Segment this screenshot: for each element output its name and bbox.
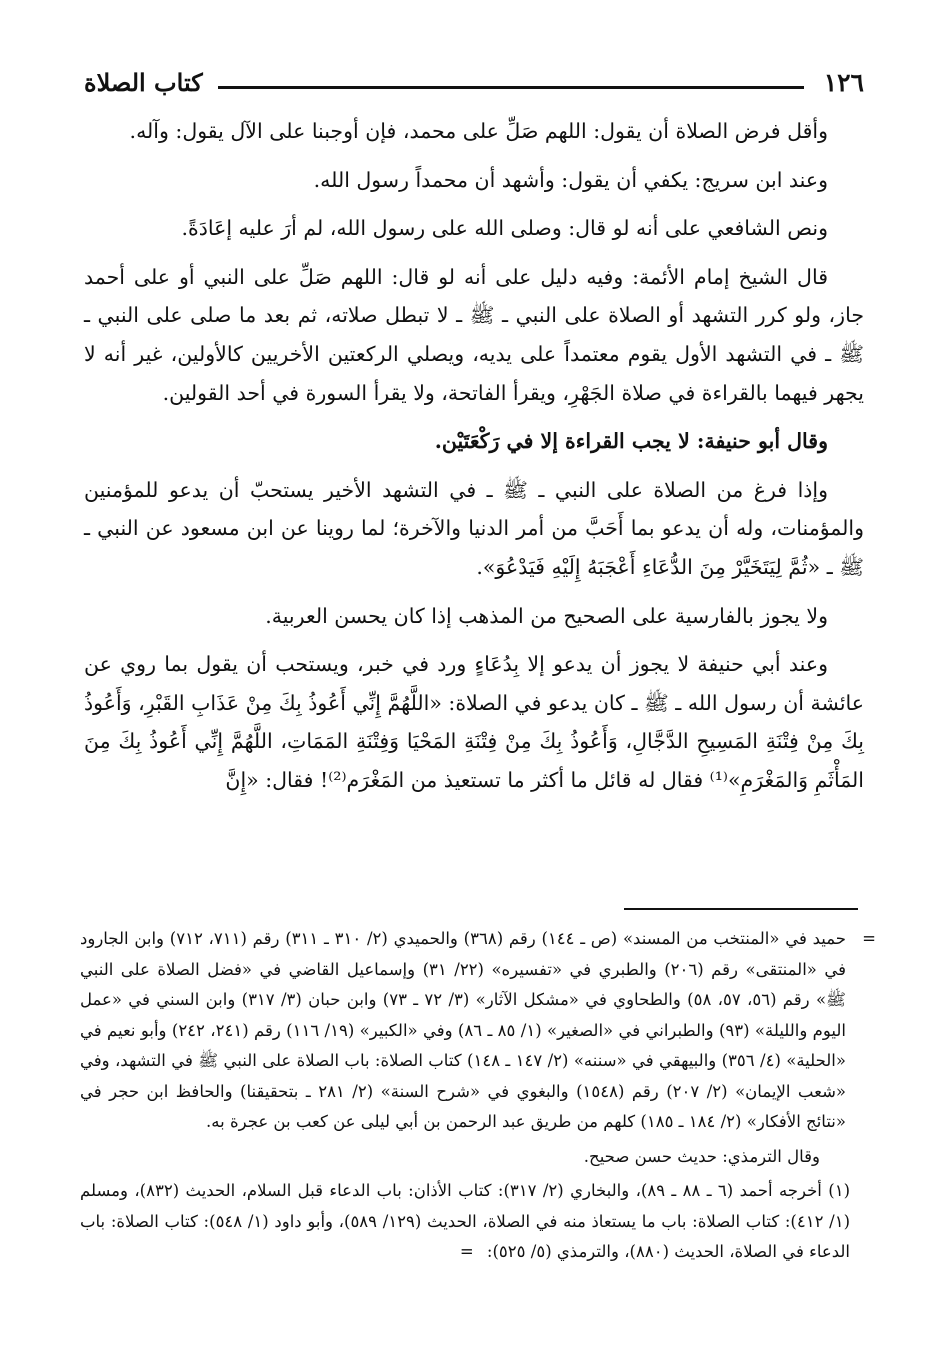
paragraph: وعند أبي حنيفة لا يجوز أن يدعو إلا بِدُعَاءٍ ورد في خبر، ويستحب أن يقول بما روي عن عائشة أن رسول الله ـ ﷺ ـ كان يدعو في الصلاة: «اللَّهُمَّ إِنِّي أَعُوذُ بِكَ مِنْ عَذَابِ القَبْرِ، وَأَعُوذُ بِكَ مِنْ فِتْنَةِ المَسِيحِ الدَّجَّالِ، وَأَعُوذُ بِكَ مِنْ فِتْنَةِ المَحْيَا وَفِتْنَةِ المَمَاتِ، اللَّهُمَّ إِنِّي أَعُوذُ بِكَ مِنَ المَأْثَمِ وَالمَغْرَمِ»⁽¹⁾ فقال له قائل ما أكثر ما تستعيذ من المَغْرَم⁽²⁾! فقال: «إِنَّ	[84, 652, 864, 792]
paragraph: قال الشيخ إمام الأئمة: وفيه دليل على أنه لو قال: اللهم صَلِّ على النبي أو على أحمد جاز، ولو كرر التشهد أو الصلاة على النبي ـ ﷺ ـ لا تبطل صلاته، ثم بعد ما صلى على النبي ـ ﷺ ـ في التشهد الأول يقوم معتمداً على يديه، ويصلي الركعتين الأخريين كالأولين، غير أنه لا يجهر فيهما بالقراءة في صلاة الجَهْرِ، ويقرأ الفاتحة، ولا يقرأ السورة في أحد القولين.	[84, 264, 864, 405]
paragraph: وقال أبو حنيفة: لا يجب القراءة إلا في رَكْعَتَيْن.	[434, 429, 828, 454]
paragraph: ونص الشافعي على أنه لو قال: وصلى الله على رسول الله، لم أرَ عليه إعَادَةً.	[181, 216, 828, 241]
header-rule	[218, 86, 804, 89]
continuation-marker: =	[862, 929, 876, 948]
paragraph: وأقل فرض الصلاة أن يقول: اللهم صَلِّ على محمد، فإن أوجبنا على الآل يقول: وآله.	[129, 119, 828, 143]
trailing-marker: =	[459, 1242, 474, 1261]
footnote-separator	[624, 908, 858, 910]
page-header	[84, 62, 864, 102]
footnote-1-text: (١) أخرجه أحمد (٦ ـ ٨٨ ـ ٨٩)، والبخاري (٢/ ٣١٧): كتاب الأذان: باب الدعاء قبل السلام، الحديث (٨٣٢)، ومسلم (١/ ٤١٢): كتاب الصلاة: باب ما يستعاذ منه في الصلاة، الحديث (١٢٩/ ٥٨٩)، وأبو داود (١/ ٥٤٨): كتاب الصلاة: باب الدعاء في الصلاة، الحديث (٨٨٠)، والترمذي (٥/ ٥٢٥):	[80, 1181, 851, 1261]
footnotes	[80, 924, 876, 1272]
footnote-continuation	[80, 924, 876, 1138]
paragraph: وعند ابن سريج: يكفي أن يقول: وأشهد أن محمداً رسول الله.	[313, 167, 828, 192]
main-text	[84, 112, 864, 810]
footnote-continuation-text: حميد في «المنتخب من المسند» (ص ـ ١٤٤) رقم (٣٦٨) والحميدي (٢/ ٣١٠ ـ ٣١١) رقم (٧١١، ٧١٢) وابن الجارود في «المنتقى» رقم (٢٠٦) والطبري في «تفسيره» (٢٢/ ٣١) وإسماعيل القاضي في «فضل الصلاة على النبي ﷺ» رقم (٥٦، ٥٧، ٥٨) والطحاوي في «مشكل الآثار» (٣/ ٧٢ ـ ٧٣) وابن حبان (٣/ ٣١٧) وابن السني في «عمل اليوم والليلة» (٩٣) والطبراني في «الصغير» (١/ ٨٥ ـ ٨٦) وفي «الكبير» (١٩/ ١١٦) رقم (٢٤١، ٢٤٢) وأبو نعيم في «الحلية» (٤/ ٣٥٦) والبيهقي في «سننه» (٢/ ١٤٧ ـ ١٤٨) كتاب الصلاة: باب الصلاة على النبي ﷺ في التشهد، وفي «شعب الإيمان» (٢/ ٢٠٧) رقم (١٥٤٨) والبغوي في «شرح السنة» (٢/ ٢٨١ ـ بتحقيقنا) والحافظ ابن حجر في «نتائج الأفكار» (٢/ ١٨٤ ـ ١٨٥) كلهم من طريق عبد الرحمن بن أبي ليلى عن كعب بن عجرة به.	[80, 929, 847, 1131]
footnote-1	[80, 1176, 850, 1268]
paragraph: وإذا فرغ من الصلاة على النبي ـ ﷺ ـ في التشهد الأخير يستحبّ أن يدعو للمؤمنين والمؤمنات، وله أن يدعو بما أَحَبَّ من أمر الدنيا والآخرة؛ لما روينا عن ابن مسعود عن النبي ـ ﷺ ـ «ثُمَّ لِيَتَخَيَّرْ مِنَ الدُّعَاءِ أَعْجَبَهُ إِلَيْهِ فَيَدْعُوَ».	[84, 477, 864, 579]
paragraph: ولا يجوز بالفارسية على الصحيح من المذهب إذا كان يحسن العربية.	[265, 603, 828, 628]
footnote-tirmidhi: وقال الترمذي: حديث حسن صحيح.	[583, 1146, 820, 1166]
page-number: ١٢٦	[823, 68, 864, 97]
running-title: كتاب الصلاة	[84, 68, 203, 97]
